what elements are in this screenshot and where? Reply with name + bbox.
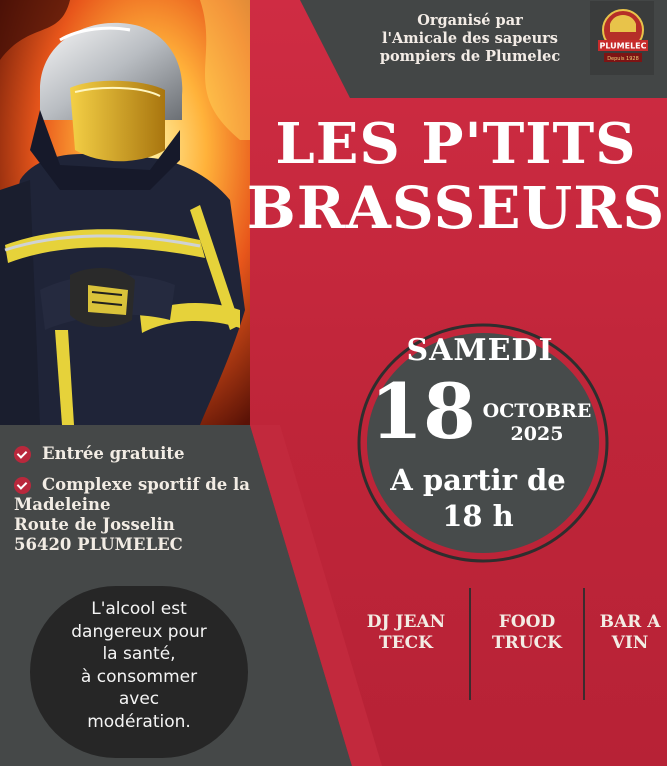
activity-food-truck (479, 612, 575, 654)
location-line: Madeleine (14, 495, 111, 514)
day-number: 18 (370, 367, 476, 456)
location-info (14, 475, 314, 555)
firefighter-photo (0, 0, 250, 425)
activity-bar-a-vin (582, 612, 667, 654)
event-title (244, 112, 667, 240)
check-icon (14, 446, 31, 463)
warning-line: à consommer (80, 666, 198, 687)
title-line-2: BRASSEURS (246, 174, 666, 242)
event-info (14, 444, 314, 566)
time-line-2: 18 h (442, 499, 514, 533)
location-line: Complexe sportif de la (42, 475, 250, 494)
year: 2025 (510, 423, 564, 445)
organizer-line: l'Amicale des sapeurs (382, 30, 558, 47)
warning-line: L'alcool est (91, 599, 187, 619)
entry-info (14, 444, 314, 464)
organizer-line: pompiers de Plumelec (379, 48, 561, 65)
activity-divider (469, 588, 471, 700)
activity-line: VIN (611, 633, 649, 653)
activity-line: BAR A (599, 612, 661, 632)
organizer-text (352, 12, 588, 66)
activity-dj (358, 612, 454, 654)
title-line-1: LES P'TITS (275, 111, 637, 177)
month: OCTOBRE (482, 400, 592, 422)
warning-line: modération. (87, 711, 191, 732)
activity-line: DJ JEAN (366, 612, 446, 632)
start-time (360, 462, 596, 534)
check-icon (14, 477, 31, 494)
warning-line: avec (118, 689, 160, 709)
warning-line: la santé, (102, 644, 176, 664)
logo-sublabel: Depuis 1928 (607, 56, 639, 62)
firefighters-logo (594, 2, 652, 72)
activity-line: TRUCK (492, 633, 562, 653)
location-line: 56420 PLUMELEC (14, 535, 183, 554)
organizer-line: Organisé par (417, 12, 523, 29)
time-line-1: A partir de (390, 463, 566, 497)
logo-label: PLUMELEC (599, 41, 647, 51)
alcohol-warning (36, 598, 242, 733)
entry-text: Entrée gratuite (42, 444, 185, 463)
warning-line: dangereux pour (71, 621, 207, 642)
month-year (474, 400, 600, 446)
activity-line: TECK (379, 633, 433, 653)
activity-line: FOOD (498, 612, 556, 632)
location-line: Route de Josselin (14, 515, 175, 534)
weekday: SAMEDI (406, 333, 554, 368)
